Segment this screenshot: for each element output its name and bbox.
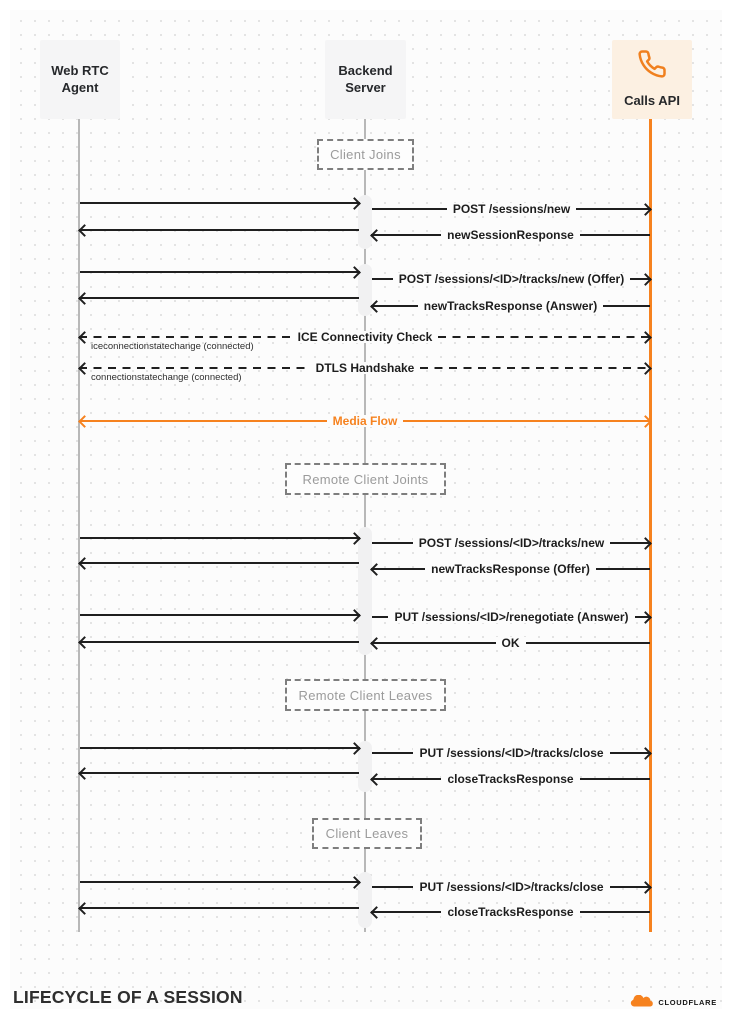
message-close-tracks-response bbox=[372, 907, 650, 917]
message-arrow bbox=[80, 768, 359, 778]
arrowhead-right-icon bbox=[639, 747, 652, 760]
message-label: DTLS Handshake bbox=[310, 362, 421, 374]
sequence-diagram-canvas bbox=[10, 10, 722, 1009]
arrowhead-left-icon bbox=[78, 292, 91, 305]
message-label: newTracksResponse (Answer) bbox=[418, 300, 603, 312]
message-put-renegotiate-answer bbox=[372, 612, 650, 622]
message-label: PUT /sessions/<ID>/tracks/close bbox=[413, 881, 609, 893]
cloudflare-logo bbox=[627, 995, 717, 1009]
arrowhead-right-icon bbox=[639, 537, 652, 550]
message-arrow bbox=[80, 533, 359, 543]
arrowhead-right-icon bbox=[639, 611, 652, 624]
phase-label: Remote Client Joints bbox=[302, 471, 429, 487]
phase-remote-client-leaves bbox=[285, 679, 446, 711]
actor-calls-api bbox=[612, 40, 692, 119]
message-label: OK bbox=[496, 637, 526, 649]
message-label: ICE Connectivity Check bbox=[292, 331, 439, 343]
message-label: closeTracksResponse bbox=[441, 773, 579, 785]
arrowhead-right-icon bbox=[348, 876, 361, 889]
message-sublabel: iceconnectionstatechange (connected) bbox=[91, 341, 254, 352]
arrowhead-right-icon bbox=[639, 273, 652, 286]
cloudflare-cloud-icon bbox=[627, 995, 654, 1009]
message-label: Media Flow bbox=[327, 415, 404, 427]
message-label: POST /sessions/<ID>/tracks/new (Offer) bbox=[393, 273, 630, 285]
arrowhead-left-icon bbox=[370, 773, 383, 786]
phase-label: Client Joins bbox=[330, 147, 401, 162]
message-post-tracks-new bbox=[372, 538, 650, 548]
message-arrow bbox=[80, 610, 359, 620]
arrowhead-left-icon bbox=[78, 557, 91, 570]
arrowhead-right-icon bbox=[348, 609, 361, 622]
message-label: newTracksResponse (Offer) bbox=[425, 563, 596, 575]
actor-webrtc-agent bbox=[40, 40, 120, 119]
actor-label: Web RTC Agent bbox=[51, 62, 109, 95]
arrowhead-left-icon bbox=[78, 767, 91, 780]
actor-label: Calls API bbox=[624, 93, 680, 108]
actor-label: Backend Server bbox=[338, 62, 393, 95]
phase-client-leaves bbox=[312, 818, 422, 849]
arrowhead-right-icon bbox=[639, 362, 652, 375]
message-arrow bbox=[80, 637, 359, 647]
message-arrow bbox=[80, 267, 359, 277]
arrowhead-left-icon bbox=[370, 906, 383, 919]
message-arrow bbox=[80, 558, 359, 568]
message-arrow bbox=[80, 225, 359, 235]
page-title: LIFECYCLE OF A SESSION bbox=[13, 987, 243, 1007]
arrowhead-left-icon bbox=[78, 902, 91, 915]
message-label: PUT /sessions/<ID>/tracks/close bbox=[413, 747, 609, 759]
message-arrow bbox=[80, 293, 359, 303]
arrowhead-left-icon bbox=[78, 224, 91, 237]
message-ok bbox=[372, 638, 650, 648]
phone-icon bbox=[637, 49, 667, 84]
message-new-session-response bbox=[372, 230, 650, 240]
arrowhead-right-icon bbox=[348, 742, 361, 755]
arrowhead-right-icon bbox=[639, 203, 652, 216]
activation-bar bbox=[358, 872, 372, 928]
arrowhead-left-icon bbox=[78, 415, 91, 428]
message-arrow bbox=[80, 877, 359, 887]
lifeline-webrtc-agent bbox=[78, 119, 80, 932]
activation-bar bbox=[358, 527, 372, 655]
message-arrow bbox=[80, 903, 359, 913]
message-media-flow bbox=[80, 416, 650, 426]
arrowhead-right-icon bbox=[639, 415, 652, 428]
message-label: newSessionResponse bbox=[441, 229, 580, 241]
arrowhead-left-icon bbox=[78, 362, 91, 375]
phase-label: Client Leaves bbox=[325, 826, 409, 841]
message-sublabel: connectionstatechange (connected) bbox=[91, 372, 242, 383]
phase-client-joins bbox=[317, 139, 414, 170]
message-label: closeTracksResponse bbox=[441, 906, 579, 918]
arrowhead-right-icon bbox=[348, 266, 361, 279]
message-label: POST /sessions/new bbox=[447, 203, 576, 215]
arrowhead-left-icon bbox=[370, 229, 383, 242]
message-label: PUT /sessions/<ID>/renegotiate (Answer) bbox=[388, 611, 634, 623]
phase-remote-client-joints bbox=[285, 463, 446, 495]
arrowhead-left-icon bbox=[370, 300, 383, 313]
message-arrow bbox=[80, 743, 359, 753]
phase-label: Remote Client Leaves bbox=[298, 687, 433, 703]
arrowhead-right-icon bbox=[639, 881, 652, 894]
arrowhead-left-icon bbox=[370, 637, 383, 650]
arrowhead-left-icon bbox=[78, 636, 91, 649]
arrowhead-right-icon bbox=[639, 331, 652, 344]
cloudflare-wordmark: CLOUDFLARE bbox=[658, 997, 717, 1007]
message-label: POST /sessions/<ID>/tracks/new bbox=[413, 537, 610, 549]
message-close-tracks-response bbox=[372, 774, 650, 784]
message-new-tracks-response-answer bbox=[372, 301, 650, 311]
arrowhead-left-icon bbox=[370, 563, 383, 576]
arrowhead-right-icon bbox=[348, 197, 361, 210]
arrowhead-left-icon bbox=[78, 331, 91, 344]
message-post-sessions-new bbox=[372, 204, 650, 214]
message-put-tracks-close bbox=[372, 748, 650, 758]
message-put-tracks-close bbox=[372, 882, 650, 892]
message-arrow bbox=[80, 198, 359, 208]
lifeline-calls-api bbox=[649, 119, 652, 932]
message-post-tracks-new-offer bbox=[372, 274, 650, 284]
message-new-tracks-response-offer bbox=[372, 564, 650, 574]
arrowhead-right-icon bbox=[348, 532, 361, 545]
actor-backend-server bbox=[325, 40, 406, 119]
